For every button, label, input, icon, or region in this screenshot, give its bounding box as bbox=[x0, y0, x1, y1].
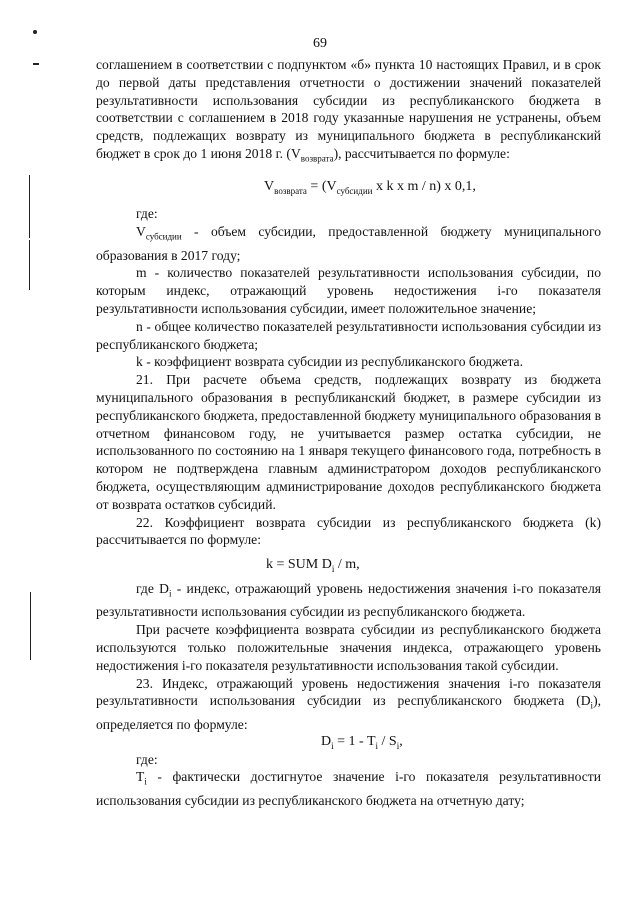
definition-d: где $D_i$ - индекс, отражающий уровень недостижения значения i-го показателя результативности использования субсидии из республиканского бюджета. bbox=[96, 580, 601, 620]
paragraph-22: 22. Коэффициент возврата субсидии из республиканского бюджета (k) рассчитывается по формуле: bbox=[96, 514, 601, 548]
formula-d: $D_i = 1 - T_i / S_i$, bbox=[321, 733, 403, 751]
formula-k: k = SUM $D_i$ / m, bbox=[266, 557, 360, 574]
paragraph-21: 21. При расчете объема средств, подлежащих возврату из бюджета муниципального образования в республиканский бюджет, в размере субсидии из республиканского бюджета, предоставленной бюджету муниципального образования в отчетном финансовом году, не учитывается размер остатка субсидии, не использованного по состоянию на 1 января текущего финансового года, потребность в котором не подтверждена главным администратором доходов республиканского бюджета, осуществляющим администрирование доходов республиканского бюджета от возврата остатков субсидий. bbox=[96, 372, 601, 512]
paragraph-23: 23. Индекс, отражающий уровень недостижения значения i-го показателя результативности использования субсидии из республиканского бюджета $(D_i)$, определяется по формуле: bbox=[96, 675, 601, 732]
definition-v-subsidy: $V_{субсидии}$ - объем субсидии, предоставленной бюджету муниципального образования в 2017 году; bbox=[96, 224, 601, 263]
margin-line-1 bbox=[29, 175, 30, 238]
scan-dash-mark bbox=[33, 63, 39, 65]
margin-line-3 bbox=[30, 592, 31, 660]
margin-line-2 bbox=[29, 240, 30, 290]
page-number: 69 bbox=[313, 36, 327, 51]
where-label: где: bbox=[136, 206, 158, 222]
where-label-2: где: bbox=[136, 751, 158, 767]
definition-k: k - коэффициент возврата субсидии из республиканского бюджета. bbox=[136, 354, 523, 370]
scan-dot-mark bbox=[33, 30, 37, 34]
definition-n: n - общее количество показателей результативности использования субсидии из республиканского бюджета; bbox=[96, 318, 601, 352]
definition-m: m - количество показателей результативности использования субсидии, по которым индекс, отражающий уровень недостижения i-го показателя результативности использования субсидии, имеет положительное значение; bbox=[96, 265, 601, 316]
formula-return-volume: $V_{возврата} = (V_{субсидии}$ x k x m / n) x 0,1, bbox=[264, 178, 476, 196]
document-body bbox=[96, 56, 601, 810]
definition-t: $T_i$ - фактически достигнутое значение i-го показателя результативности использования субсидии из республиканского бюджета на отчетную дату; bbox=[96, 769, 601, 808]
paragraph-calculation-note: При расчете коэффициента возврата субсидии из республиканского бюджета используются только положительные значения индекса, отражающего уровень недостижения i-го показателя результативности использования такой субсидии. bbox=[96, 622, 601, 673]
paragraph-continuation: соглашением в соответствии с подпунктом «б» пункта 10 настоящих Правил, и в срок до первой даты представления отчетности о достижении значений показателей результативности использования субсидии из республиканского бюджета в соответствии с соглашением в 2018 году указанные нарушения не устранены, объем средств, подлежащих возврату из муниципального бюджета в республиканский бюджет в срок до 1 июня 2018 г. $(V_{возврата})$, рассчитывается по формуле: bbox=[96, 57, 601, 164]
